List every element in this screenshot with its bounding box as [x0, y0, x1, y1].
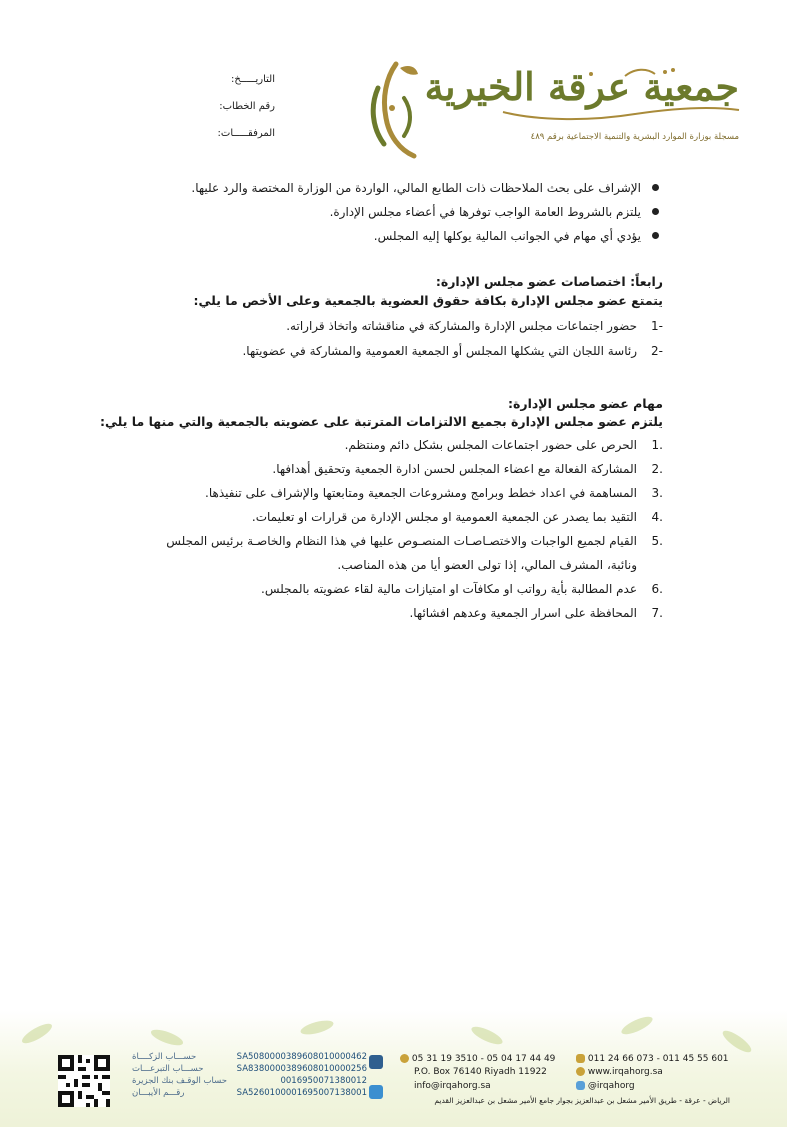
duties-heading: مهام عضو مجلس الإدارة: — [508, 396, 663, 411]
list-item: -2 رئاسة اللجان التي يشكلها المجلس أو الجمعية العمومية والمشاركة في عضويتها. — [242, 344, 663, 358]
duties-intro: يلتزم عضو مجلس الإدارة بجميع الالتزامات المترتبة على عضويته بالجمعية والتي منها ما يلي: — [100, 414, 663, 429]
list-item: .1 الحرص على حضور اجتماعات المجلس بشكل دائم ومنتظم. — [344, 438, 663, 452]
bank-accounts — [132, 1052, 367, 1100]
account-row: حســـاب التبرعـــات SA8380000389608010000256 — [132, 1064, 367, 1074]
bullet-item: يؤدي أي مهام في الجوانب المالية يوكلها إليه المجلس. — [103, 228, 663, 252]
duties-list — [53, 437, 663, 629]
attachments-label: المرفقـــــات: — [217, 128, 275, 139]
letter-number-label: رقم الخطاب: — [219, 101, 275, 112]
logo-title: جمعية عرقة الخيرية — [424, 64, 739, 109]
account-row: حســـاب الزكــــاة SA5080000389608010000462 — [132, 1052, 367, 1062]
section4-heading: رابعاً: اختصاصات عضو مجلس الإدارة: — [435, 274, 663, 289]
phone-icon — [576, 1054, 585, 1063]
account-row: رقـــم الأيبـــان SA5260100001695007138001 — [132, 1088, 367, 1098]
social-icons — [576, 1081, 585, 1090]
contact-email[interactable]: info@irqahorg.sa — [414, 1081, 491, 1091]
contact-website[interactable]: www.irqahorg.sa — [576, 1066, 663, 1079]
bank-icon — [369, 1055, 383, 1069]
contact-pobox: P.O. Box 76140 Riyadh 11922 — [414, 1067, 547, 1077]
section4-intro: يتمتع عضو مجلس الإدارة بكافة حقوق العضوية بالجمعية وعلى الأخص ما يلي: — [193, 293, 663, 308]
globe-icon — [576, 1067, 585, 1076]
list-item: .2 المشاركة الفعالة مع اعضاء المجلس لحسن ادارة الجمعية وتحقيق أهدافها. — [272, 462, 663, 476]
financial-duties-bullets — [103, 180, 663, 252]
list-item: .4 التقيد بما يصدر عن الجمعية العمومية او مجلس الإدارة من قرارات او تعليمات. — [251, 510, 663, 524]
twitter-icon[interactable] — [369, 1085, 383, 1099]
letterhead-footer — [0, 1010, 787, 1127]
address: الرياض - عرقة - طريق الأمير مشعل بن عبدالعزيز بجوار جامع الأمير مشعل بن عبدالعزيز القديم — [434, 1096, 730, 1105]
list-item: .3 المساهمة في اعداد خطط وبرامج ومشروعات الجمعية ومتابعتها والإشراف على تنفيذها. — [205, 486, 663, 500]
list-item: .7 المحافظة على اسرار الجمعية وعدهم افشائها. — [409, 606, 663, 620]
whatsapp-icon — [400, 1054, 409, 1063]
section4-list — [53, 318, 663, 368]
contact-mobile: 05 31 19 3510 - 05 04 17 44 49 — [400, 1053, 555, 1066]
organization-logo — [424, 62, 745, 152]
contact-landline: 011 24 66 073 - 011 45 55 601 — [576, 1053, 729, 1066]
vision-seal-logo — [356, 58, 428, 162]
date-label: التاريـــــخ: — [231, 74, 275, 85]
list-item: .5 القيام لجميع الواجبات والاختصـاصـات المنصـوص عليها في هذا النظام والخاصـة برئيس المجلس ونائبة، المشرف المالي، إذا تولى العضو أيا من هذه المناصب. — [166, 534, 663, 572]
contact-social[interactable]: @irqahorg — [576, 1080, 635, 1093]
qr-code — [58, 1055, 110, 1107]
letter-header-fields — [170, 72, 275, 153]
account-row: حساب الوقـف بنك الجزيرة 0016950071380012 — [132, 1076, 367, 1086]
bullet-item: يلتزم بالشروط العامة الواجب توفرها في أعضاء مجلس الإدارة. — [103, 204, 663, 228]
bullet-item: الإشراف على بحث الملاحظات ذات الطابع المالي، الواردة من الوزارة المختصة والرد عليها. — [103, 180, 663, 204]
logo-subtitle: مسجلة بوزارة الموارد البشرية والتنمية الاجتماعية برقم ٤٨٩ — [530, 132, 739, 142]
list-item: .6 عدم المطالبة بأية رواتب او مكافآت او امتيازات مالية لقاء عضويته بالمجلس. — [261, 582, 663, 596]
list-item: -1 حضور اجتماعات مجلس الإدارة والمشاركة في مناقشاته واتخاذ قراراته. — [286, 319, 663, 333]
